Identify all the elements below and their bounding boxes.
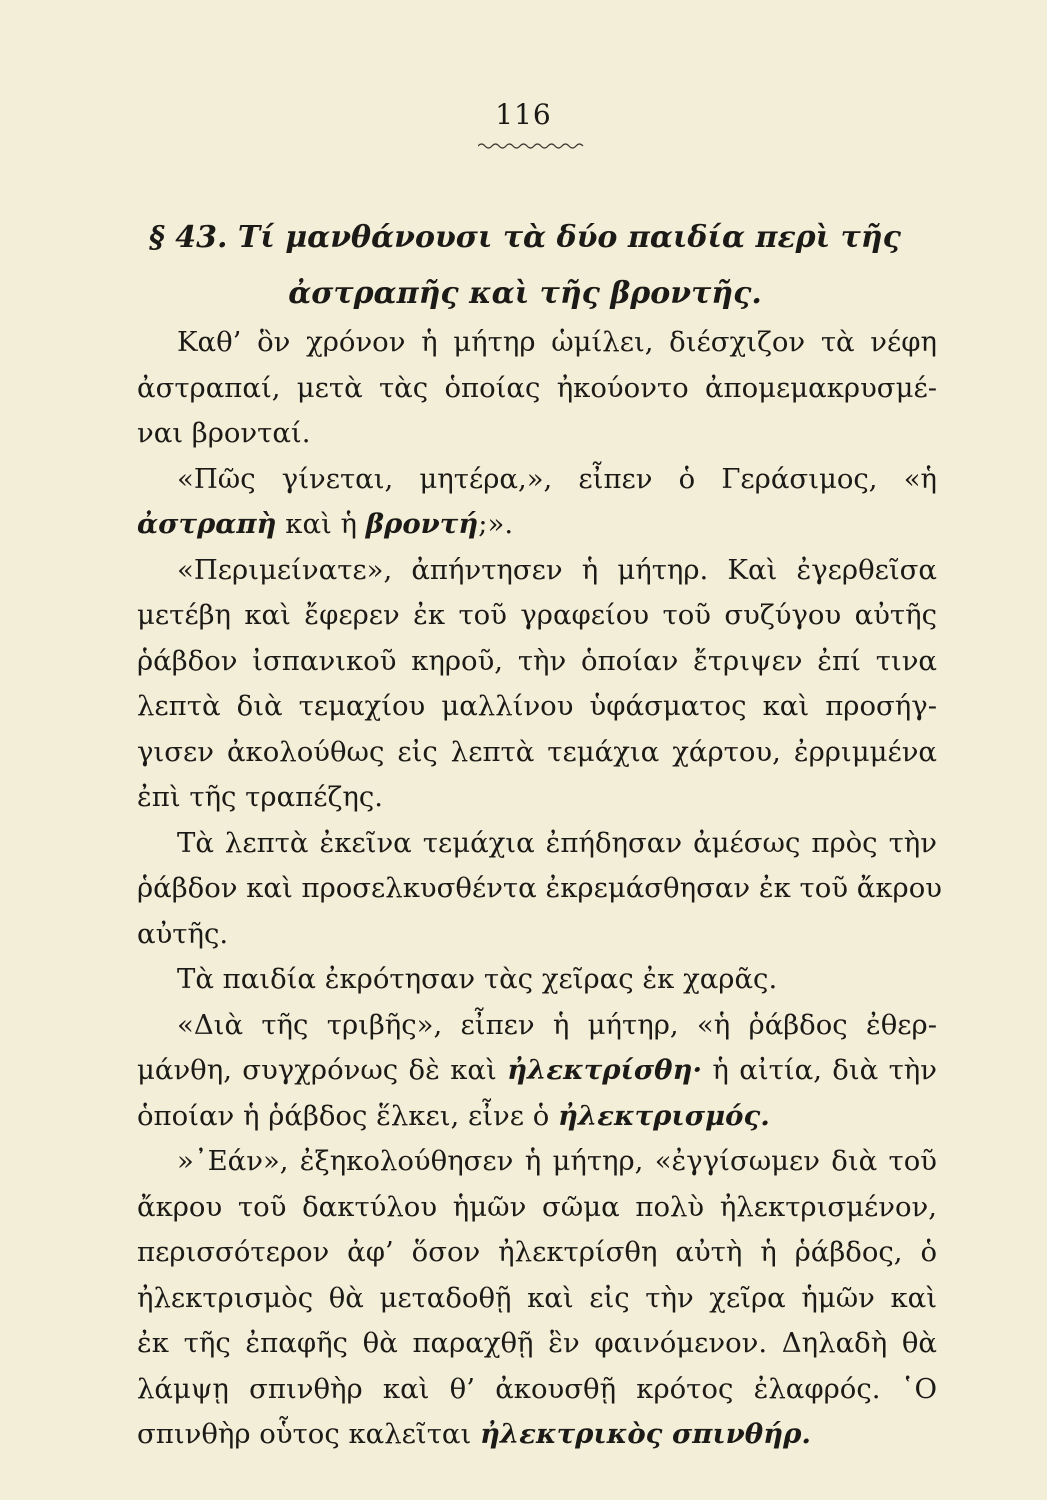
heading-line-2: ἀστραπῆς καὶ τῆς βροντῆς. xyxy=(288,276,762,311)
page-number: 116 xyxy=(495,98,552,131)
text-line: ἠλεκτρισμὸς θὰ μεταδοθῇ καὶ εἰς τὴν χεῖρα ἡμῶν καὶ xyxy=(137,1281,937,1314)
page-number-ornament xyxy=(478,142,584,150)
text-line: Τὰ παιδία ἐκρότησαν τὰς χεῖρας ἐκ χαρᾶς. xyxy=(177,963,778,995)
heading-line-1: § 43. Τί μανθάνουσι τὰ δύο παιδία περὶ τῆς xyxy=(149,220,901,255)
text-line: «Διὰ τῆς τριβῆς», εἶπεν ἡ μήτηρ, «ἡ ῥάβδος ἐθερ- xyxy=(177,1008,937,1041)
text-line xyxy=(137,1094,937,1140)
text-line: Τὰ λεπτὰ ἐκεῖνα τεμάχια ἐπήδησαν ἀμέσως πρὸς τὴν xyxy=(177,826,937,859)
section-heading xyxy=(120,210,930,322)
text-line: ἄκρου τοῦ δακτύλου ἡμῶν σῶμα πολὺ ἠλεκτρισμένον, xyxy=(137,1190,937,1223)
text-line: ἐκ τῆς ἐπαφῆς θὰ παραχθῇ ἓν φαινόμενον. Δηλαδὴ θὰ xyxy=(137,1327,937,1359)
text-line: μετέβη καὶ ἔφερεν ἐκ τοῦ γραφείου τοῦ συζύγου αὐτῆς xyxy=(137,599,937,631)
text-line xyxy=(137,502,937,548)
text-run: ;». xyxy=(478,508,514,540)
emphasized-term: ἠλεκτρισμός. xyxy=(558,1099,770,1132)
text-run: ὁποίαν ἡ ῥάβδος ἕλκει, εἶνε ὁ xyxy=(137,1099,559,1132)
emphasized-term: ἠλεκτρικὸς σπινθήρ. xyxy=(480,1418,811,1450)
text-line: Καθ’ ὃν χρόνον ἡ μήτηρ ὡμίλει, διέσχιζον τὰ νέφη xyxy=(177,326,937,358)
text-run: σπινθὴρ οὗτος καλεῖται xyxy=(137,1418,480,1450)
text-line: περισσότερον ἀφ’ ὅσον ἠλεκτρίσθη αὐτὴ ἡ ῥάβδος, ὁ xyxy=(137,1236,937,1268)
text-run: καὶ ἡ xyxy=(276,508,366,540)
emphasized-term: ἠλεκτρίσθη· xyxy=(507,1054,703,1086)
text-line: γισεν ἀκολούθως εἰς λεπτὰ τεμάχια χάρτου, ἐρριμμένα xyxy=(137,735,937,768)
text-line: ἐπὶ τῆς τραπέζης. xyxy=(137,781,383,813)
body-text xyxy=(137,320,942,1458)
text-line: λεπτὰ διὰ τεμαχίου μαλλίνου ὑφάσματος καὶ προσήγ- xyxy=(137,690,937,722)
text-line: ἀστραπαί, μετὰ τὰς ὁποίας ἠκούοντο ἀπομεμακρυσμέ- xyxy=(137,371,937,404)
text-line xyxy=(137,1048,937,1094)
text-line: «Περιμείνατε», ἀπήντησεν ἡ μήτηρ. Καὶ ἐγερθεῖσα xyxy=(177,553,937,586)
text-line: λάμψῃ σπινθὴρ καὶ θ’ ἀκουσθῇ κρότος ἐλαφρός. ῾Ο xyxy=(137,1372,937,1405)
emphasized-term: ἀστραπὴ xyxy=(137,508,277,540)
text-line: ῥάβδον ἰσπανικοῦ κηροῦ, τὴν ὁποίαν ἔτριψεν ἐπί τινα xyxy=(137,644,937,677)
text-run: ἡ αἰτία, διὰ τὴν xyxy=(702,1054,937,1086)
text-run: μάνθη, συγχρόνως δὲ καὶ xyxy=(137,1054,508,1086)
text-line xyxy=(137,1412,937,1458)
text-line: ναι βρονταί. xyxy=(137,417,311,449)
text-line: αὐτῆς. xyxy=(137,917,229,950)
emphasized-term: βροντή xyxy=(365,508,479,540)
text-line: «Πῶς γίνεται, μητέρα,», εἶπεν ὁ Γεράσιμος, «ἡ xyxy=(177,462,937,495)
text-line: ῥάβδον καὶ προσελκυσθέντα ἐκρεμάσθησαν ἐκ τοῦ ἄκρου xyxy=(137,872,942,904)
text-line: »᾿Εάν», ἐξηκολούθησεν ἡ μήτηρ, «ἐγγίσωμεν διὰ τοῦ xyxy=(177,1145,937,1177)
